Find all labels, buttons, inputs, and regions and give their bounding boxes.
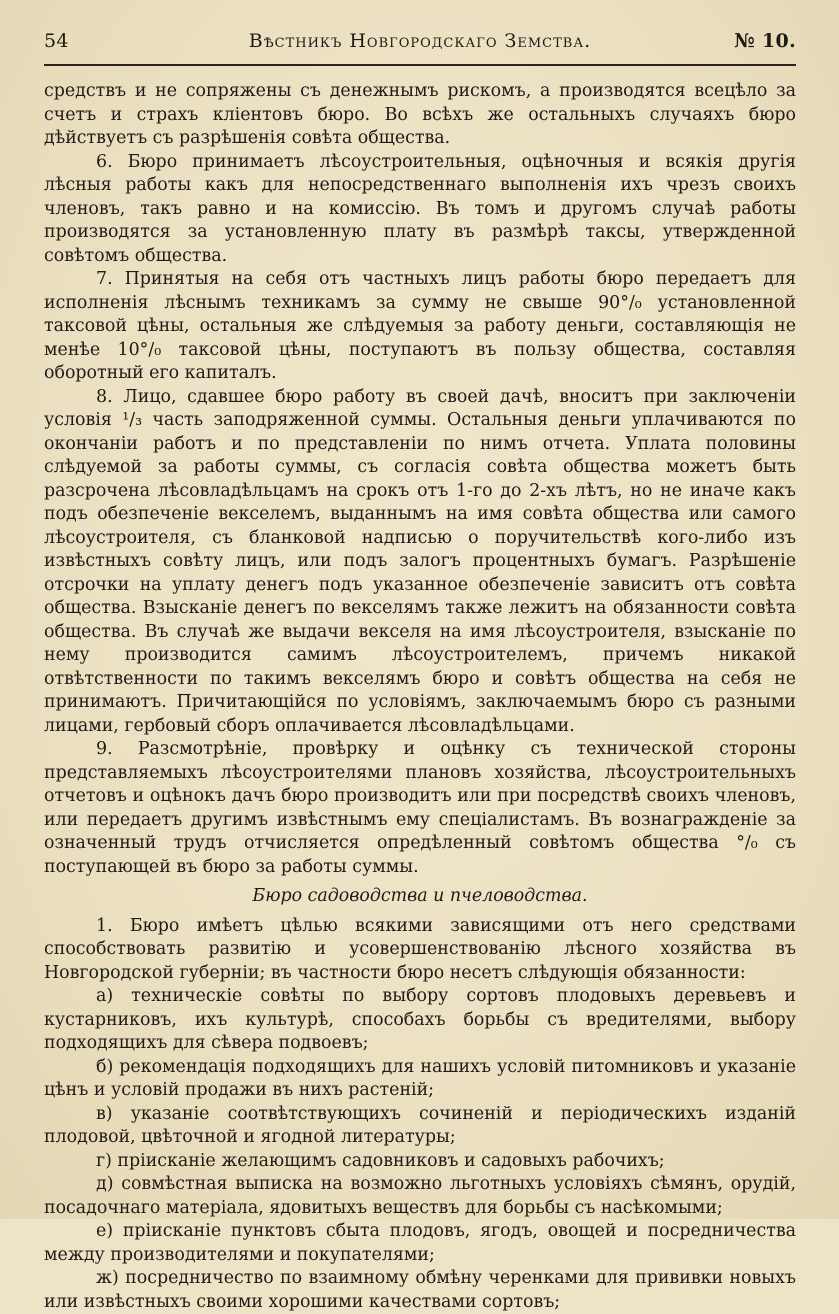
page-number: 54 xyxy=(44,30,69,52)
page-body xyxy=(44,80,796,1314)
paragraph-9: 9. Разсмотрѣнiе, провѣрку и оцѣнку съ технической стороны представляемыхъ лѣсоустроителями плановъ хозяйства, лѣсоустроительныхъ отчетовъ и оцѣнокъ дачъ бюро производитъ или при посредствѣ своихъ членовъ, или передаетъ другимъ извѣстнымъ ему спецiалистамъ. Въ вознагражденiе за означенный трудъ отчисляется опредѣленный совѣтомъ общества °/₀ съ поступающей въ бюро за работы суммы. xyxy=(44,739,796,877)
journal-title: Вѣстникъ Новгородскаго Земства. xyxy=(248,30,592,52)
paragraph-continuation: средствъ и не сопряжены съ денежнымъ рискомъ, а производятся всецѣло за счетъ и страхъ клiентовъ бюро. Во всѣхъ же остальныхъ случаяхъ бюро дѣйствуетъ съ разрѣшенiя совѣта общества. xyxy=(44,81,796,148)
list-item-e: е) прiисканiе пунктовъ сбыта плодовъ, ягодъ, овощей и посредничества между производителями и покупателями; xyxy=(44,1221,796,1265)
page-header xyxy=(44,30,796,56)
paragraph-8: 8. Лицо, сдавшее бюро работу въ своей дачѣ, вноситъ при заключенiи условiя ¹/₃ часть заподряженной суммы. Остальныя деньги уплачиваются по окончанiи работъ и по представленiи по нимъ отчета. Уплата половины слѣдуемой за работы суммы, съ согласiя совѣта общества можетъ быть разсрочена лѣсовладѣльцамъ на срокъ отъ 1-го до 2-хъ лѣтъ, но не иначе какъ подъ обезпеченiе векселемъ, выданнымъ на имя совѣта общества или самого лѣсоустроителя, съ бланковой надписью о поручительствѣ кого-либо изъ извѣстныхъ совѣту лицъ, или подъ залогъ процентныхъ бумагъ. Разрѣшенiе отсрочки на уплату денегъ подъ указанное обезпеченiе зависитъ отъ совѣта общества. Взысканiе денегъ по векселямъ также лежитъ на обязанности совѣта общества. Въ случаѣ же выдачи векселя на имя лѣсоустроителя, взысканiе по нему производится самимъ лѣсоустроителемъ, причемъ никакой отвѣтственности по такимъ векселямъ бюро и совѣтъ общества на себя не принимаютъ. Причитающiйся по условiямъ, заключаемымъ бюро съ разными лицами, гербовый сборъ оплачивается лѣсовладѣльцами. xyxy=(44,386,796,736)
list-item-d: д) совмѣстная выписка на возможно льготныхъ условiяхъ сѣмянъ, орудiй, посадочнаго матерiала, ядовитыхъ веществъ для борьбы съ насѣкомыми; xyxy=(44,1174,796,1218)
section-paragraph-1: 1. Бюро имѣетъ цѣлью всякими зависящими отъ него средствами способствовать развитiю и усовершенствованiю лѣсного хозяйства въ Новгородской губернiи; въ частности бюро несетъ слѣдующiя обязанности: xyxy=(44,915,796,983)
list-item-b: б) рекомендацiя подходящихъ для нашихъ условiй питомниковъ и указанiе цѣнъ и условiй продажи въ нихъ растенiй; xyxy=(44,1056,796,1100)
header-rule xyxy=(44,64,796,66)
list-item-zh: ж) посредничество по взаимному обмѣну черенками для прививки новыхъ или извѣстныхъ своими хорошими качествами сортовъ; xyxy=(44,1268,796,1312)
list-item-a: а) техническiе совѣты по выбору сортовъ плодовыхъ деревьевъ и кустарниковъ, ихъ культурѣ, способахъ борьбы съ вредителями, выбору подходящихъ для сѣвера подвоевъ; xyxy=(44,986,796,1053)
section-heading: Бюро садоводства и пчеловодства. xyxy=(252,886,588,906)
paragraph-7: 7. Принятыя на себя отъ частныхъ лицъ работы бюро передаетъ для исполненiя лѣснымъ техникамъ за сумму не свыше 90°/₀ установленной таксовой цѣны, остальныя же слѣдуемыя за работу деньги, составляющiя не менѣе 10°/₀ таксовой цѣны, поступаютъ въ пользу общества, составляя оборотный его капиталъ. xyxy=(44,269,796,383)
list-item-g: г) прiисканiе желающимъ садовниковъ и садовыхъ рабочихъ; xyxy=(96,1150,665,1171)
issue-number: № 10. xyxy=(734,30,796,52)
paragraph-6: 6. Бюро принимаетъ лѣсоустроительныя, оцѣночныя и всякiя другiя лѣсныя работы какъ для непосредственнаго выполненiя ихъ чрезъ своихъ членовъ, такъ равно и на комиссiю. Въ томъ и другомъ случаѣ работы производятся за установленную плату въ размѣрѣ таксы, утвержденной совѣтомъ общества. xyxy=(44,151,796,266)
list-item-v: в) указанiе соотвѣтствующихъ сочиненiй и перiодическихъ изданiй плодовой, цвѣточной и ягодной литературы; xyxy=(44,1103,796,1147)
